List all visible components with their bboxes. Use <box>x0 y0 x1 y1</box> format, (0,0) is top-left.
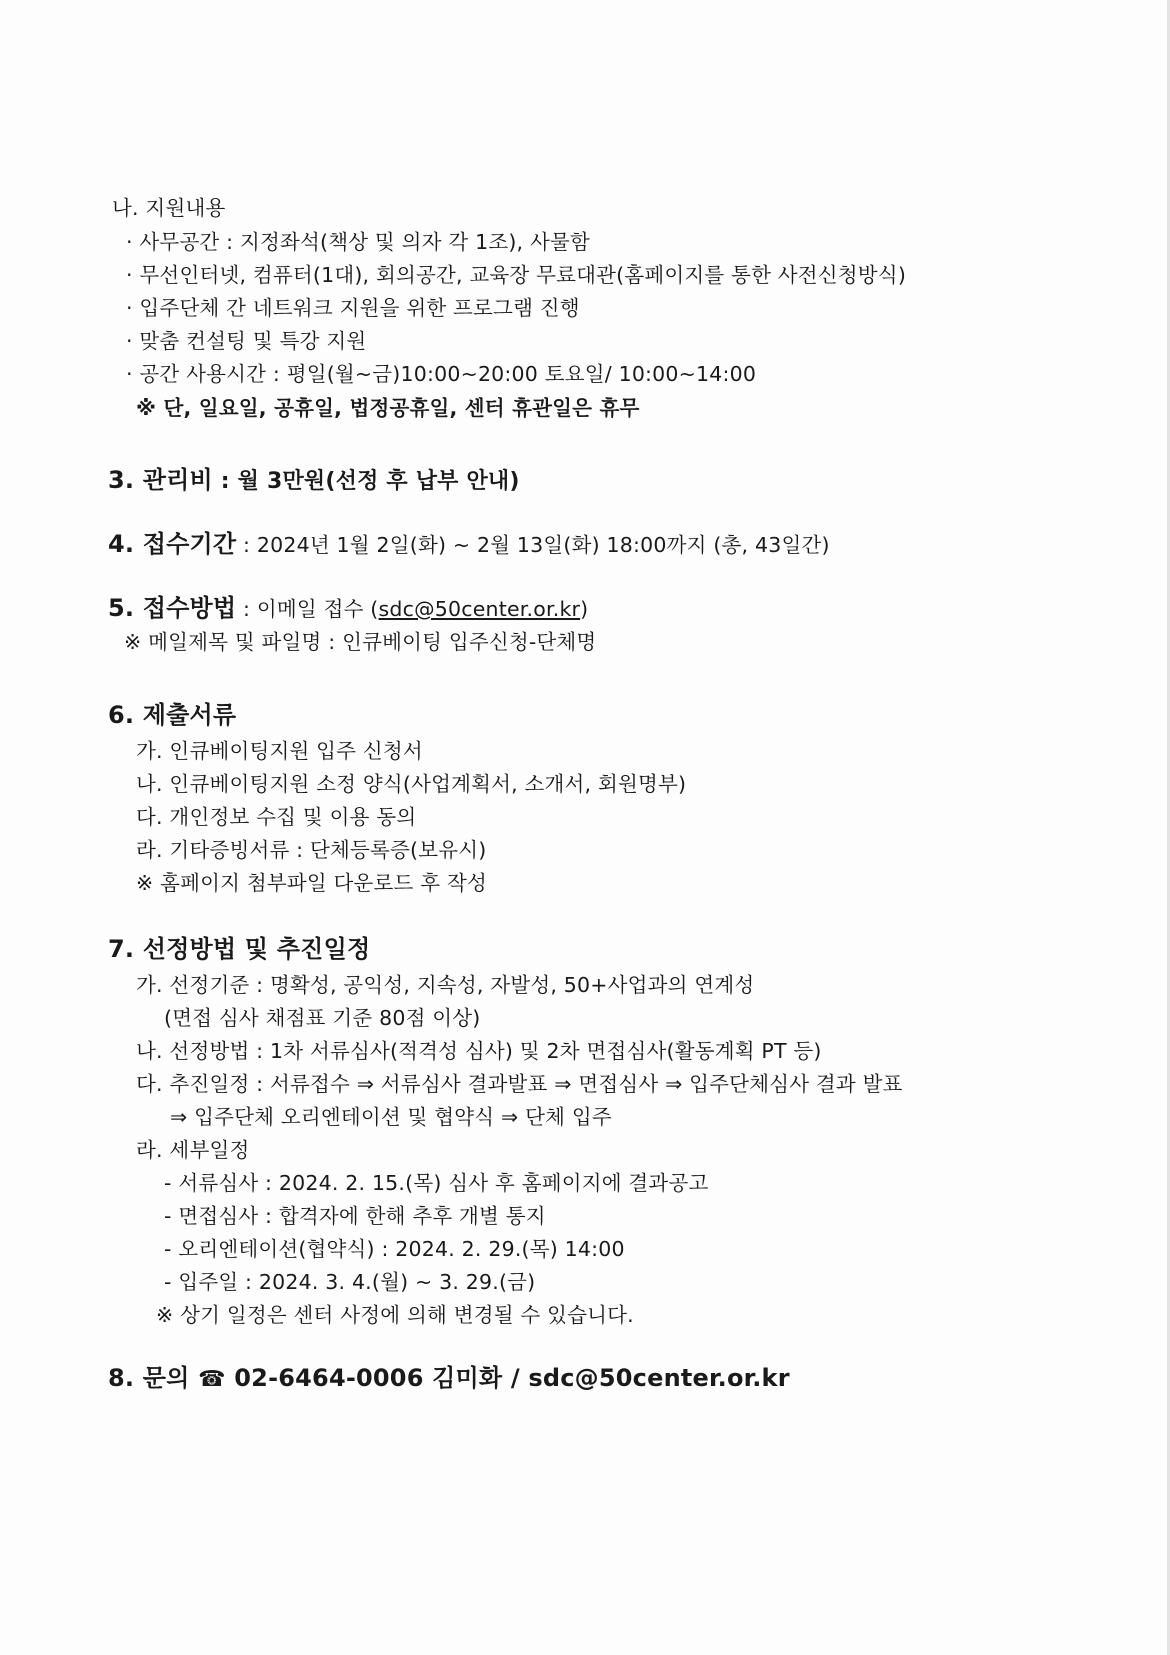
section-7-schedule-cont: ⇒ 입주단체 오리엔테이션 및 협약식 ⇒ 단체 입주 <box>170 1105 612 1129</box>
section-6-item-1: 가. 인큐베이팅지원 입주 신청서 <box>136 739 423 763</box>
section-8-contact: 02-6464-0006 김미화 / sdc@50center.or.kr <box>234 1364 790 1392</box>
support-heading: 나. 지원내용 <box>112 196 226 220</box>
section-4-heading <box>108 532 830 556</box>
section-7-title: 7. 선정방법 및 추진일정 <box>108 935 371 963</box>
section-5-heading <box>108 596 588 620</box>
support-item-1: · 사무공간 : 지정좌석(책상 및 의자 각 1조), 사물함 <box>126 230 590 254</box>
support-item-3: · 입주단체 간 네트워크 지원을 위한 프로그램 진행 <box>126 296 580 320</box>
section-4-title: 4. 접수기간 <box>108 530 237 558</box>
support-item-2: · 무선인터넷, 컴퓨터(1대), 회의공간, 교육장 무료대관(홈페이지를 통한 사전신청방식) <box>126 263 907 287</box>
section-7-detail-1: - 서류심사 : 2024. 2. 15.(목) 심사 후 홈페이지에 결과공고 <box>164 1171 709 1195</box>
section-5-title: 5. 접수방법 <box>108 594 237 622</box>
section-7-schedule: 다. 추진일정 : 서류접수 ⇒ 서류심사 결과발표 ⇒ 면접심사 ⇒ 입주단체심사 결과 발표 <box>136 1072 903 1096</box>
section-7-criteria: 가. 선정기준 : 명확성, 공익성, 지속성, 자발성, 50+사업과의 연계성 <box>136 973 755 997</box>
section-8-title: 8. 문의 <box>108 1364 190 1392</box>
section-8-heading <box>108 1366 790 1391</box>
section-7-detail-3: - 오리엔테이션(협약식) : 2024. 2. 29.(목) 14:00 <box>164 1237 625 1261</box>
section-7-note: ※ 상기 일정은 센터 사정에 의해 변경될 수 있습니다. <box>156 1303 634 1327</box>
support-note: ※ 단, 일요일, 공휴일, 법정공휴일, 센터 휴관일은 휴무 <box>136 396 640 420</box>
section-7-method: 나. 선정방법 : 1차 서류심사(적격성 심사) 및 2차 면접심사(활동계획 PT 등) <box>136 1039 822 1063</box>
section-6-item-3: 다. 개인정보 수집 및 이용 동의 <box>136 805 417 829</box>
section-5-desc-prefix: : 이메일 접수 ( <box>236 597 379 621</box>
support-item-4: · 맞춤 컨설팅 및 특강 지원 <box>126 329 367 353</box>
section-7-detail-2: - 면접심사 : 합격자에 한해 추후 개별 통지 <box>164 1204 546 1228</box>
section-6-item-4: 라. 기타증빙서류 : 단체등록증(보유시) <box>136 838 487 862</box>
section-3-heading <box>108 468 520 493</box>
section-6-note: ※ 홈페이지 첨부파일 다운로드 후 작성 <box>136 871 488 895</box>
support-item-5: · 공간 사용시간 : 평일(월~금)10:00~20:00 토요일/ 10:00~14:00 <box>126 362 757 386</box>
section-6-title: 6. 제출서류 <box>108 701 237 729</box>
section-5-note: ※ 메일제목 및 파일명 : 인큐베이팅 입주신청-단체명 <box>124 630 597 654</box>
section-4-desc: : 2024년 1월 2일(화) ~ 2월 13일(화) 18:00까지 (총, 43일간) <box>236 533 830 557</box>
section-3-desc: : 월 3만원(선정 후 납부 안내) <box>212 469 520 494</box>
section-3-title: 3. 관리비 <box>108 466 213 494</box>
section-5-desc-suffix: ) <box>580 597 589 621</box>
section-7-detail-4: - 입주일 : 2024. 3. 4.(월) ~ 3. 29.(금) <box>164 1270 536 1294</box>
section-7-criteria-sub: (면접 심사 채점표 기준 80점 이상) <box>164 1006 481 1030</box>
section-7-detail-heading: 라. 세부일정 <box>136 1138 250 1162</box>
phone-icon: ☎ <box>198 1367 226 1392</box>
section-5-email-link[interactable]: sdc@50center.or.kr <box>378 597 581 621</box>
section-6-item-2: 나. 인큐베이팅지원 소정 양식(사업계획서, 소개서, 회원명부) <box>136 772 687 796</box>
